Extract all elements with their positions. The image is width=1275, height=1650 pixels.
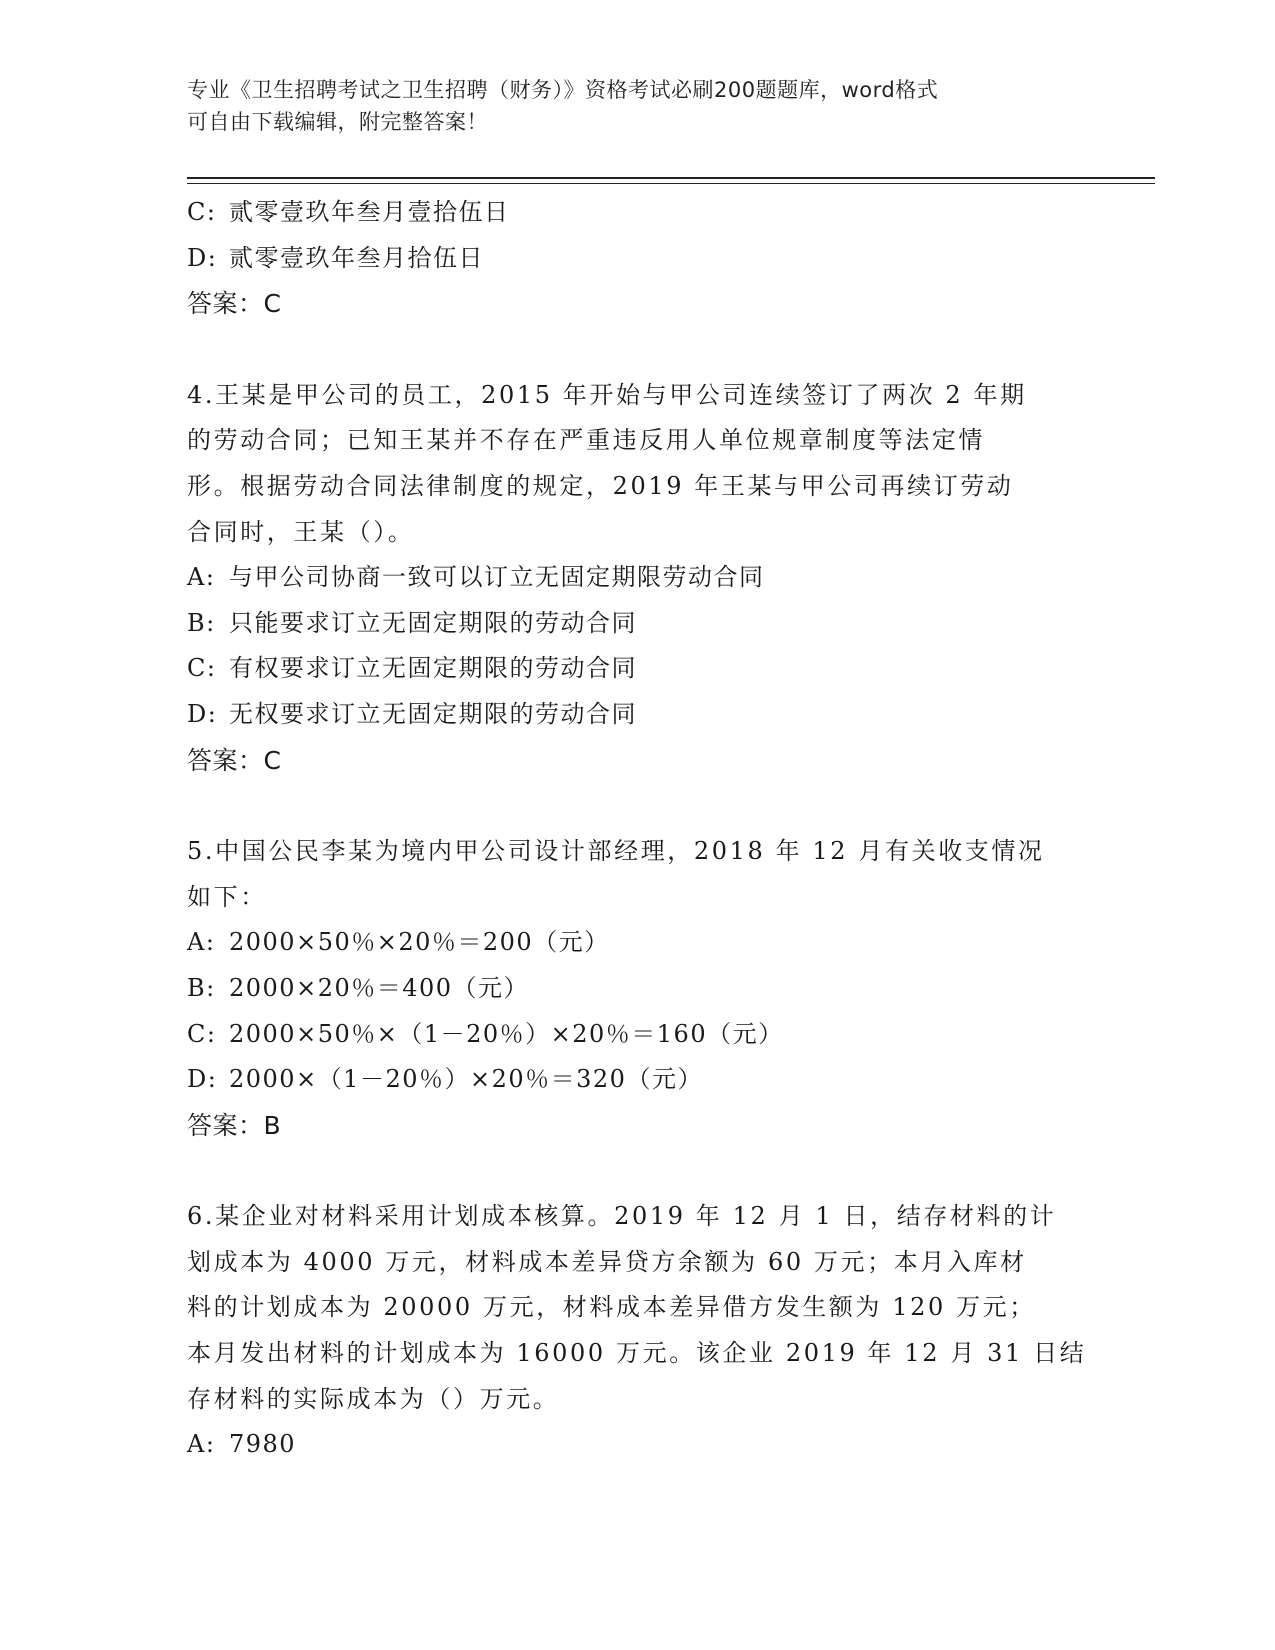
- option-key: B:: [187, 973, 216, 1002]
- spacer: [187, 783, 1087, 829]
- option-key: D:: [187, 699, 218, 728]
- option-text: 2000×20％＝400（元）: [229, 973, 530, 1002]
- option-c: [187, 1012, 1087, 1058]
- header-title-line-1: 专业《卫生招聘考试之卫生招聘（财务）》资格考试必刷200题题库，word格式: [187, 78, 939, 102]
- spacer: [187, 1148, 1087, 1194]
- question-4: [187, 373, 1087, 783]
- option-text: 2000×（1－20％）×20％＝320（元）: [229, 1065, 703, 1094]
- option-d: [187, 1057, 1087, 1103]
- question-6: [187, 1194, 1087, 1468]
- answer-line: 答案：C: [187, 289, 282, 319]
- header-title-line-2: 可自由下载编辑，附完整答案！: [187, 110, 488, 134]
- question-stem-line: 形。根据劳动合同法律制度的规定，2019 年王某与甲公司再续订劳动: [187, 471, 1014, 500]
- option-key: C:: [187, 654, 217, 683]
- option-c: [187, 190, 1087, 236]
- option-a: [187, 1422, 1087, 1468]
- option-text: 贰零壹玖年叁月拾伍日: [229, 243, 484, 272]
- option-b: [187, 966, 1087, 1012]
- option-text: 贰零壹玖年叁月壹拾伍日: [229, 198, 510, 226]
- question-stem-line: 本月发出材料的计划成本为 16000 万元。该企业 2019 年 12 月 31 日结: [187, 1339, 1087, 1368]
- question-stem-line: 合同时，王某（）。: [187, 517, 415, 546]
- answer-line: 答案：B: [187, 1110, 282, 1140]
- question-tail: [187, 190, 1087, 327]
- document-header: [187, 74, 1067, 138]
- option-a: [187, 920, 1087, 966]
- question-stem-line: 料的计划成本为 20000 万元，材料成本差异借方发生额为 120 万元；: [187, 1293, 1036, 1322]
- option-text: 2000×50％×20％＝200（元）: [229, 928, 610, 957]
- option-a: [187, 555, 1087, 601]
- option-key: A:: [187, 928, 216, 957]
- question-stem-line: 的劳动合同；已知王某并不存在严重违反用人单位规章制度等法定情: [187, 426, 985, 455]
- option-text: 与甲公司协商一致可以订立无固定期限劳动合同: [229, 563, 765, 592]
- option-d: [187, 692, 1087, 738]
- question-stem-line: 6.某企业对材料采用计划成本核算。2019 年 12 月 1 日，结存材料的计: [187, 1202, 1057, 1231]
- header-divider-thin: [187, 183, 1155, 184]
- option-key: B:: [187, 608, 216, 637]
- answer-line: 答案：C: [187, 745, 282, 775]
- option-d: [187, 236, 1087, 282]
- question-stem-line: 存材料的实际成本为（）万元。: [187, 1384, 560, 1413]
- spacer: [187, 327, 1087, 373]
- option-key: D:: [187, 1065, 218, 1094]
- option-text: 7980: [229, 1430, 297, 1459]
- question-content: [187, 190, 1087, 1468]
- question-stem-line: 如下：: [187, 882, 267, 911]
- option-key: A:: [187, 1430, 216, 1459]
- question-stem-line: 4.王某是甲公司的员工，2015 年开始与甲公司连续签订了两次 2 年期: [187, 380, 1027, 409]
- option-text: 2000×50％×（1－20％）×20％＝160（元）: [229, 1019, 784, 1048]
- question-5: [187, 829, 1087, 1148]
- option-key: A:: [187, 563, 216, 592]
- option-b: [187, 601, 1087, 647]
- option-key: D:: [187, 243, 218, 272]
- option-text: 有权要求订立无固定期限的劳动合同: [229, 654, 637, 683]
- header-divider-thick: [187, 177, 1155, 179]
- option-text: 无权要求订立无固定期限的劳动合同: [229, 699, 637, 728]
- option-c: [187, 646, 1087, 692]
- question-stem-line: 5.中国公民李某为境内甲公司设计部经理，2018 年 12 月有关收支情况: [187, 837, 1045, 866]
- option-key: C:: [187, 1019, 217, 1048]
- option-key: C:: [187, 198, 217, 226]
- question-stem-line: 划成本为 4000 万元，材料成本差异贷方余额为 60 万元；本月入库材: [187, 1247, 1027, 1276]
- option-text: 只能要求订立无固定期限的劳动合同: [229, 608, 637, 637]
